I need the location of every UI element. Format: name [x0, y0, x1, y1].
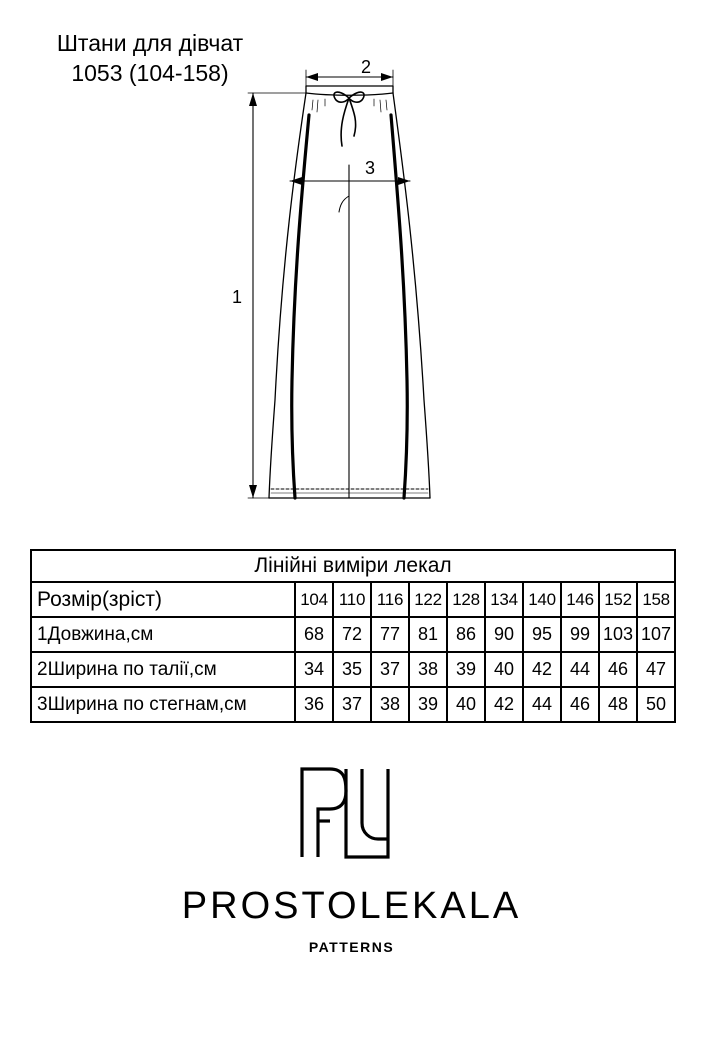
dimension-hip-label: 3 [364, 158, 376, 178]
size-header: Розмір(зріст) [31, 582, 295, 617]
table-cell: 48 [599, 687, 637, 722]
size-cell: 122 [409, 582, 447, 617]
waistband-outline [306, 86, 393, 93]
table-cell: 47 [637, 652, 675, 687]
arrow-hip-left [290, 177, 302, 185]
left-leg-outline [269, 93, 306, 498]
size-cell: 128 [447, 582, 485, 617]
table-cell: 99 [561, 617, 599, 652]
table-row [31, 652, 675, 687]
table-cell: 46 [561, 687, 599, 722]
table-cell: 39 [447, 652, 485, 687]
right-leg-outline [393, 93, 430, 498]
table-cell: 40 [447, 687, 485, 722]
table-cell: 40 [485, 652, 523, 687]
table-cell: 44 [561, 652, 599, 687]
size-cell: 158 [637, 582, 675, 617]
brand-name: PROSTOLEKALA [181, 885, 522, 927]
waistband-top [306, 93, 393, 95]
table-cell: 77 [371, 617, 409, 652]
table-cell: 68 [295, 617, 333, 652]
table-row [31, 687, 675, 722]
drawstring-bow [334, 92, 364, 102]
title-line-model: 1053 (104-158) [71, 60, 229, 86]
table-cell: 103 [599, 617, 637, 652]
table-cell: 50 [637, 687, 675, 722]
size-cell: 140 [523, 582, 561, 617]
arrow-length-top [249, 93, 257, 106]
drawstring-left-tie [341, 98, 349, 146]
fly-curve [339, 196, 349, 212]
table-row [31, 617, 675, 652]
table-cell: 39 [409, 687, 447, 722]
pl-monogram-icon [300, 767, 390, 859]
table-cell: 95 [523, 617, 561, 652]
table-cell: 38 [371, 687, 409, 722]
size-cell: 152 [599, 582, 637, 617]
size-cell: 110 [333, 582, 371, 617]
table-cell: 107 [637, 617, 675, 652]
table-cell: 34 [295, 652, 333, 687]
table-cell: 81 [409, 617, 447, 652]
table-cell: 37 [371, 652, 409, 687]
table-cell: 42 [523, 652, 561, 687]
table-header-row [31, 582, 675, 617]
brand-tagline: PATTERNS [308, 939, 395, 955]
size-cell: 116 [371, 582, 409, 617]
table-caption: Лінійні виміри лекал [31, 550, 675, 582]
table-cell: 44 [523, 687, 561, 722]
size-cell: 146 [561, 582, 599, 617]
table-cell: 72 [333, 617, 371, 652]
arrow-waist-right [381, 73, 393, 81]
title-line-name: Штани для дівчат [56, 30, 244, 56]
drawstring-right-tie [349, 98, 356, 136]
table-cell: 36 [295, 687, 333, 722]
table-cell: 90 [485, 617, 523, 652]
measurements-table [30, 549, 676, 723]
arrow-waist-left [306, 73, 318, 81]
table-cell: 42 [485, 687, 523, 722]
dimension-length-label: 1 [231, 287, 243, 307]
dimension-waist-label: 2 [360, 57, 372, 77]
size-cell: 104 [295, 582, 333, 617]
row-label-length: 1Довжина,см [31, 617, 295, 652]
table-cell: 37 [333, 687, 371, 722]
row-label-hip: 3Ширина по стегнам,см [31, 687, 295, 722]
row-label-waist: 2Ширина по талії,см [31, 652, 295, 687]
table-cell: 35 [333, 652, 371, 687]
table-cell: 86 [447, 617, 485, 652]
arrow-length-bottom [249, 485, 257, 498]
table-cell: 38 [409, 652, 447, 687]
right-side-stripe [391, 115, 407, 498]
size-cell: 134 [485, 582, 523, 617]
table-cell: 46 [599, 652, 637, 687]
